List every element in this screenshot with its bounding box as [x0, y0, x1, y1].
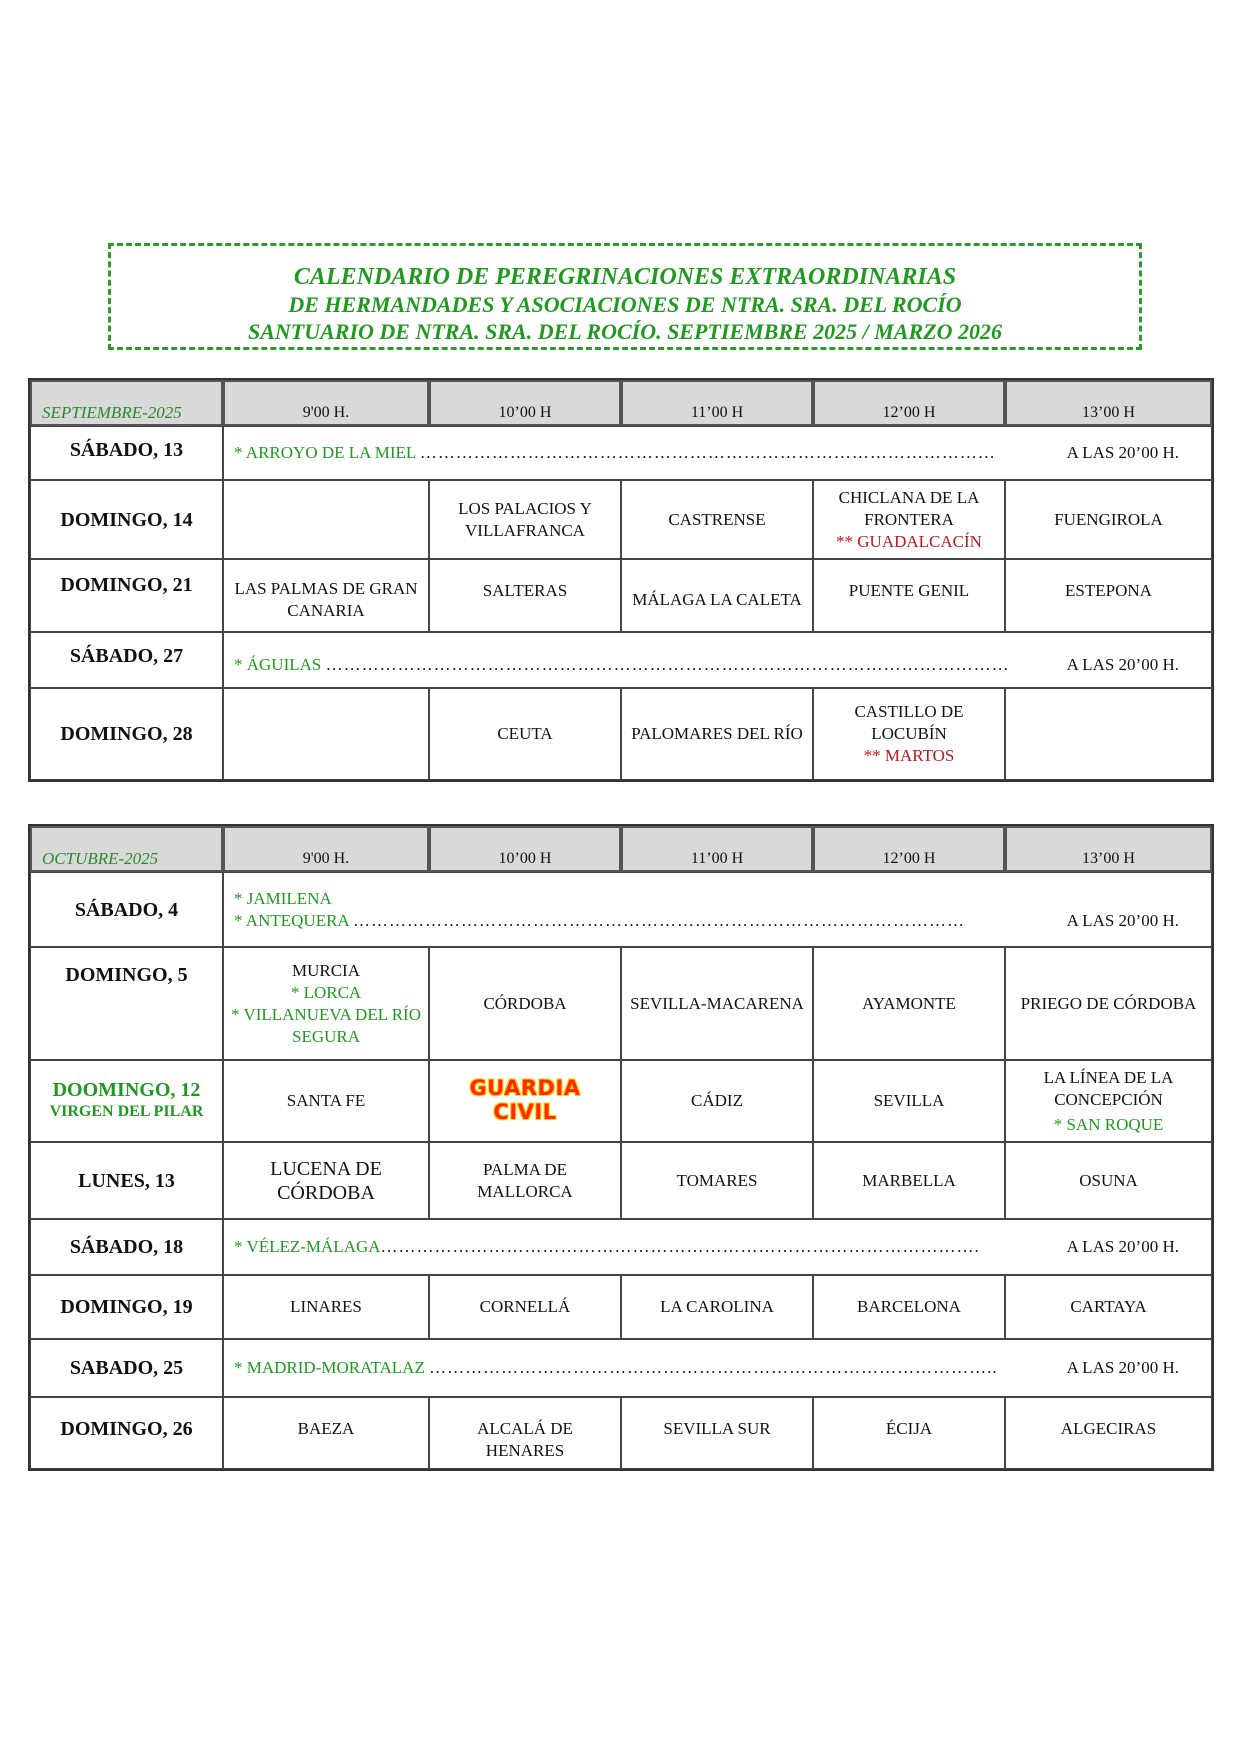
evening-entry: [223, 872, 1212, 947]
slot-cell: PRIEGO DE CÓRDOBA: [1005, 947, 1212, 1060]
time-header: 12’00 H: [813, 380, 1005, 426]
slot-cell: LINARES: [223, 1275, 429, 1339]
time-header: 10’00 H: [429, 380, 621, 426]
dot-leader: ……………………………………………………………………………………….: [380, 1237, 980, 1256]
slot-cell: MÁLAGA LA CALETA: [621, 559, 813, 632]
slot-cell: CASTRENSE: [621, 480, 813, 559]
slot-entry: CHICLANA DE LA FRONTERA: [838, 487, 980, 529]
entry-time: A LAS 20’00 H.: [1066, 655, 1179, 674]
month-label: SEPTIEMBRE-2025: [30, 380, 223, 426]
slot-cell: CARTAYA: [1005, 1275, 1212, 1339]
slot-entry-secondary: * VILLANUEVA DEL RÍO SEGURA: [231, 1004, 421, 1046]
slot-cell: [1005, 688, 1212, 780]
evening-entry: [223, 632, 1212, 688]
day-label: SÁBADO, 4: [30, 872, 223, 947]
october-header-row: [30, 826, 1212, 872]
time-header: 12’00 H: [813, 826, 1005, 872]
day-label: DOMINGO, 14: [30, 480, 223, 559]
october-table: [28, 824, 1214, 1471]
time-header: 13’00 H: [1005, 380, 1212, 426]
entry-time: A LAS 20’00 H.: [1066, 443, 1179, 462]
slot-entry-secondary: * SAN ROQUE: [1053, 1114, 1164, 1134]
entry-name: * MADRID-MORATALAZ: [234, 1358, 425, 1377]
slot-cell: [1005, 1060, 1212, 1142]
slot-cell: SEVILLA-MACARENA: [621, 947, 813, 1060]
entry-name: * ÁGUILAS: [234, 655, 322, 674]
slot-cell: LAS PALMAS DE GRAN CANARIA: [223, 559, 429, 632]
time-header: 13’00 H: [1005, 826, 1212, 872]
evening-entry: [223, 426, 1212, 480]
slot-cell: [429, 1060, 621, 1142]
table-row: [30, 872, 1212, 947]
guardia-civil-logo: GUARDIA CIVIL: [469, 1076, 581, 1124]
table-row: [30, 559, 1212, 632]
dot-leader: ……………………………………………………………………………………: [419, 443, 996, 462]
time-header: 11’00 H: [621, 380, 813, 426]
day-label: LUNES, 13: [30, 1142, 223, 1219]
title-box: [108, 243, 1142, 350]
september-table: [28, 378, 1214, 782]
day-label: SÁBADO, 27: [30, 632, 223, 688]
slot-cell: [223, 480, 429, 559]
table-row: [30, 947, 1212, 1060]
slot-cell: [813, 480, 1005, 559]
slot-cell: ESTEPONA: [1005, 559, 1212, 632]
day-label: DOMINGO, 21: [30, 559, 223, 632]
slot-cell: PALMA DE MALLORCA: [429, 1142, 621, 1219]
slot-cell: ÉCIJA: [813, 1397, 1005, 1469]
slot-cell: PALOMARES DEL RÍO: [621, 688, 813, 780]
slot-cell: ALGECIRAS: [1005, 1397, 1212, 1469]
day-label: DOMINGO, 26: [30, 1397, 223, 1469]
entry-name: * ANTEQUERA: [234, 910, 349, 930]
time-header: 10’00 H: [429, 826, 621, 872]
day-label: SÁBADO, 18: [30, 1219, 223, 1275]
slot-cell: SEVILLA SUR: [621, 1397, 813, 1469]
slot-entry-secondary: ** GUADALCACÍN: [836, 531, 982, 551]
day-label: DOMINGO, 19: [30, 1275, 223, 1339]
slot-cell: PUENTE GENIL: [813, 559, 1005, 632]
entry-time: A LAS 20’00 H.: [1066, 1237, 1179, 1256]
time-header: 9'00 H.: [223, 380, 429, 426]
slot-cell: CÓRDOBA: [429, 947, 621, 1060]
slot-cell: LUCENA DE CÓRDOBA: [223, 1142, 429, 1219]
table-row: [30, 688, 1212, 780]
title-line-3: SANTUARIO DE NTRA. SRA. DEL ROCÍO. SEPTIEMBRE 2025 / MARZO 2026: [247, 319, 1003, 344]
slot-cell: BARCELONA: [813, 1275, 1005, 1339]
slot-cell: ALCALÁ DE HENARES: [429, 1397, 621, 1469]
table-row: [30, 426, 1212, 480]
slot-cell: FUENGIROLA: [1005, 480, 1212, 559]
slot-cell: LOS PALACIOS Y VILLAFRANCA: [429, 480, 621, 559]
slot-cell: CÁDIZ: [621, 1060, 813, 1142]
slot-cell: SEVILLA: [813, 1060, 1005, 1142]
day-label-text: DOOMINGO, 12: [52, 1079, 201, 1101]
slot-cell: OSUNA: [1005, 1142, 1212, 1219]
dot-leader: ……………………………………………………………………………………………………: [325, 655, 1010, 674]
slot-entry: MURCIA: [291, 960, 360, 980]
title-line-2: DE HERMANDADES Y ASOCIACIONES DE NTRA. SRA. DEL ROCÍO: [288, 292, 962, 317]
slot-entry-secondary: ** MARTOS: [863, 746, 955, 765]
slot-cell: CORNELLÁ: [429, 1275, 621, 1339]
table-row: [30, 1219, 1212, 1275]
entry-time: A LAS 20’00 H.: [1066, 910, 1179, 930]
title-line-1: CALENDARIO DE PEREGRINACIONES EXTRAORDINARIAS: [293, 264, 957, 290]
slot-cell: AYAMONTE: [813, 947, 1005, 1060]
slot-cell: LA CAROLINA: [621, 1275, 813, 1339]
slot-entry: LA LÍNEA DE LA CONCEPCIÓN: [1043, 1067, 1174, 1109]
september-header-row: [30, 380, 1212, 426]
table-row: [30, 632, 1212, 688]
day-label: [30, 1060, 223, 1142]
slot-cell: BAEZA: [223, 1397, 429, 1469]
evening-entry: [223, 1339, 1212, 1397]
table-row: [30, 480, 1212, 559]
table-row: [30, 1275, 1212, 1339]
slot-cell: MARBELLA: [813, 1142, 1005, 1219]
entry-name: * VÉLEZ-MÁLAGA: [234, 1237, 381, 1256]
day-label: SÁBADO, 13: [30, 426, 223, 480]
slot-cell: SALTERAS: [429, 559, 621, 632]
slot-cell: CEUTA: [429, 688, 621, 780]
table-row: [30, 1397, 1212, 1469]
slot-cell: SANTA FE: [223, 1060, 429, 1142]
slot-entry: CASTILLO DE LOCUBÍN: [854, 702, 964, 743]
month-label: OCTUBRE-2025: [30, 826, 223, 872]
time-header: 11’00 H: [621, 826, 813, 872]
slot-entry-secondary: * LORCA: [290, 982, 362, 1002]
table-row: [30, 1339, 1212, 1397]
slot-cell: [223, 688, 429, 780]
table-row: [30, 1060, 1212, 1142]
slot-cell: TOMARES: [621, 1142, 813, 1219]
slot-cell: [223, 947, 429, 1060]
day-label: DOMINGO, 5: [30, 947, 223, 1060]
day-label: SABADO, 25: [30, 1339, 223, 1397]
time-header: 9'00 H.: [223, 826, 429, 872]
table-row: [30, 1142, 1212, 1219]
dot-leader: …………………………………………………………………………………..: [429, 1358, 998, 1377]
entry-time: A LAS 20’00 H.: [1066, 1358, 1179, 1377]
entry-name: * JAMILENA: [234, 888, 332, 908]
evening-entry: [223, 1219, 1212, 1275]
day-label: DOMINGO, 28: [30, 688, 223, 780]
entry-name: * ARROYO DE LA MIEL: [234, 443, 416, 462]
dot-leader: …………………………………………………………………………………………: [353, 910, 965, 930]
day-subtitle: VIRGEN DEL PILAR: [49, 1103, 204, 1120]
slot-cell: [813, 688, 1005, 780]
